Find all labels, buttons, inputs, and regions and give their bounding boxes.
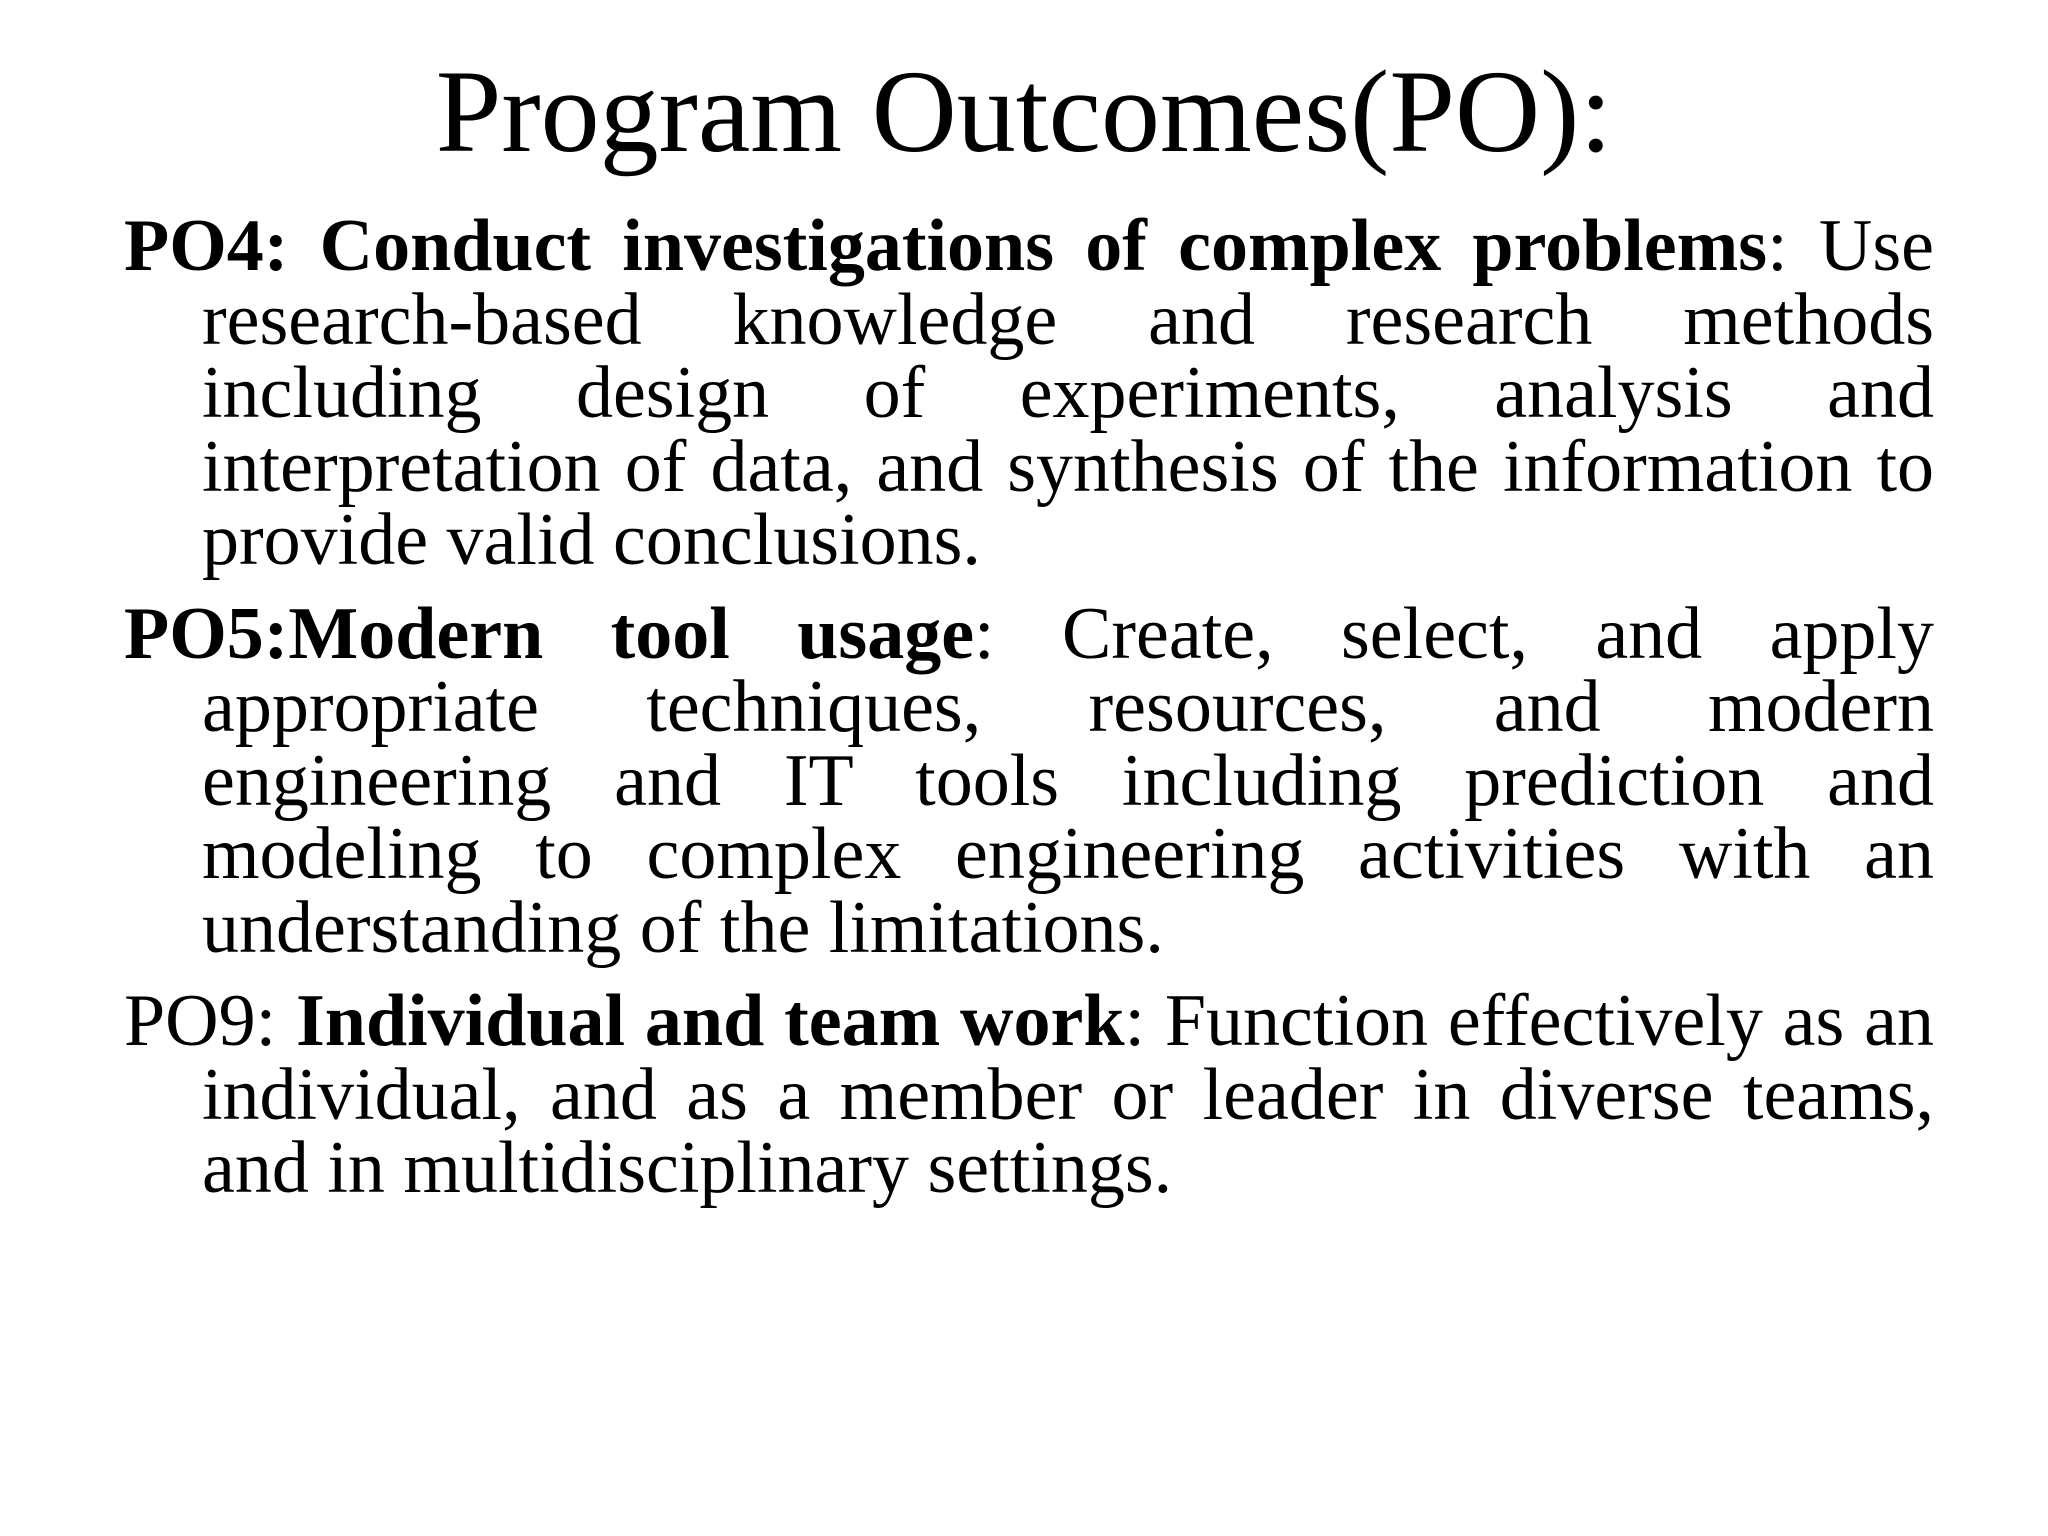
outcome-code: PO9:	[124, 980, 277, 1062]
outcome-heading: Conduct investigations of complex problems	[319, 205, 1768, 287]
outcome-code: PO4:	[124, 205, 289, 287]
outcome-separator: :	[1124, 980, 1146, 1062]
outcome-gap	[276, 980, 296, 1062]
outcome-po9	[124, 980, 1934, 1209]
slide-title: Program Outcomes(PO):	[435, 46, 1613, 177]
outcome-body: Use research-based knowledge and research methods including design of experiments, analysis and interpretation of data, and synthesis of the information to provide valid conclusions.	[202, 205, 1934, 581]
outcomes-list	[124, 205, 1934, 1226]
outcome-po5	[124, 592, 1934, 969]
outcome-separator: :	[974, 592, 995, 675]
outcome-gap	[288, 205, 319, 287]
outcome-heading: Individual and team work	[296, 980, 1125, 1062]
outcome-heading: Modern tool usage	[288, 592, 975, 675]
outcome-body: Create, select, and apply appropriate techniques, resources, and modern engineering and IT tools including prediction and modeling to complex engineering activities with an understanding of the limitations.	[202, 592, 1934, 969]
outcome-code: PO5:	[124, 592, 289, 675]
outcome-body: Function effectively as an individual, and as a member or leader in diverse teams, and in multidisciplinary settings.	[202, 980, 1934, 1209]
outcome-po4	[124, 205, 1934, 581]
outcome-separator: :	[1767, 205, 1788, 287]
